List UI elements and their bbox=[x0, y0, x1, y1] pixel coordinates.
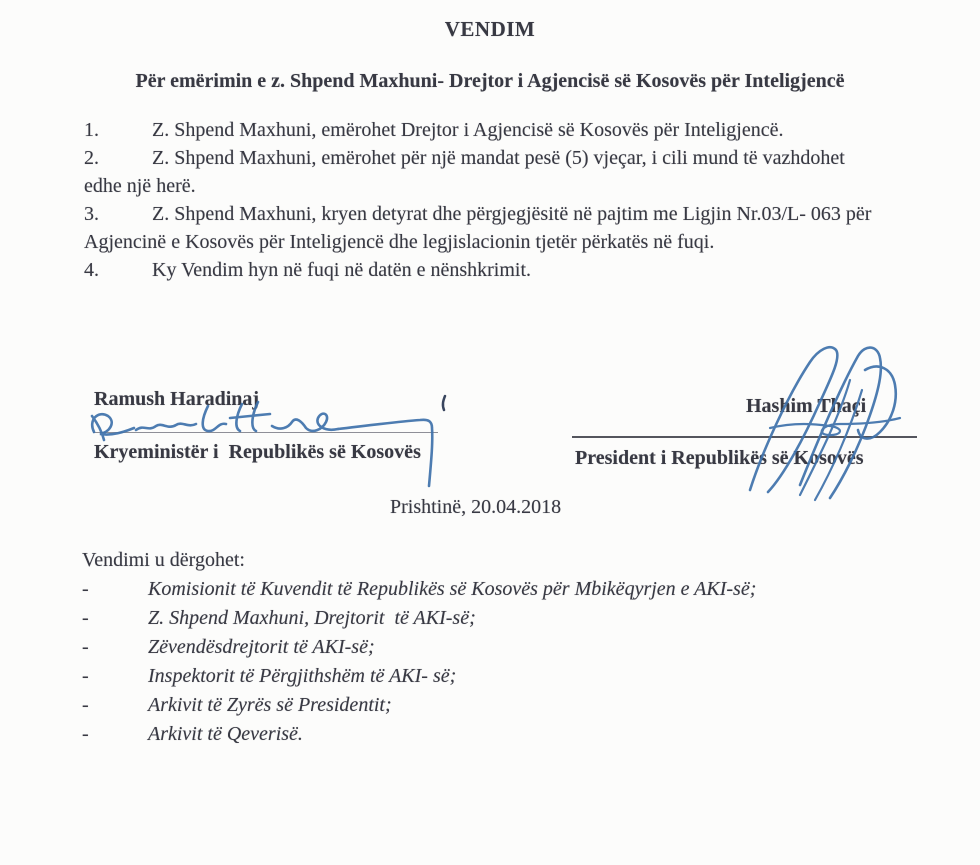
distribution-item-text: Arkivit të Qeverisë. bbox=[148, 723, 303, 745]
signatory-role-left: Kryeministër i Republikës së Kosovës bbox=[94, 441, 421, 463]
distribution-item bbox=[82, 662, 756, 691]
document-subtitle: Për emërimin e z. Shpend Maxhuni- Drejtor i Agjencisë së Kosovës për Inteligjencë bbox=[135, 70, 845, 92]
distribution-item-text: Z. Shpend Maxhuni, Drejtorit të AKI-së; bbox=[148, 607, 476, 629]
decision-item bbox=[84, 144, 924, 200]
distribution-heading: Vendimi u dërgohet: bbox=[82, 549, 245, 571]
distribution-item-text: Zëvendësdrejtorit të AKI-së; bbox=[148, 636, 375, 658]
item-text: Z. Shpend Maxhuni, kryen detyrat dhe përgjegjësitë në pajtim me Ligjin Nr.03/L- 063 për bbox=[152, 203, 872, 225]
item-number: 2. bbox=[84, 147, 99, 169]
item-text: Z. Shpend Maxhuni, emërohet për një mandat pesë (5) vjeçar, i cili mund të vazhdohet bbox=[152, 147, 845, 169]
item-number: 1. bbox=[84, 119, 99, 141]
decision-items bbox=[84, 116, 924, 284]
distribution-item bbox=[82, 633, 756, 662]
stray-pen-mark-icon bbox=[438, 394, 450, 412]
dash-bullet: - bbox=[82, 723, 89, 745]
distribution-item-text: Komisionit të Kuvendit të Republikës së Kosovës për Mbikëqyrjen e AKI-së; bbox=[148, 578, 757, 600]
dash-bullet: - bbox=[82, 665, 89, 687]
document-title: VENDIM bbox=[444, 17, 536, 41]
distribution-item-text: Arkivit të Zyrës së Presidentit; bbox=[148, 694, 392, 716]
signature-line-left bbox=[93, 432, 438, 433]
item-text: Z. Shpend Maxhuni, emërohet Drejtor i Agjencisë së Kosovës për Inteligjencë. bbox=[152, 119, 784, 141]
decision-item bbox=[84, 116, 924, 144]
signature-line-right bbox=[572, 436, 917, 438]
dash-bullet: - bbox=[82, 607, 89, 629]
decision-item bbox=[84, 256, 924, 284]
distribution-item bbox=[82, 604, 756, 633]
decision-item bbox=[84, 200, 924, 256]
item-number: 4. bbox=[84, 259, 99, 281]
signatory-role-right: President i Republikës së Kosovës bbox=[575, 447, 864, 469]
distribution-item-text: Inspektorit të Përgjithshëm të AKI- së; bbox=[148, 665, 457, 687]
distribution-item bbox=[82, 720, 756, 749]
signatory-name-right: Hashim Thaçi bbox=[746, 395, 867, 417]
dash-bullet: - bbox=[82, 694, 89, 716]
item-text-continued: Agjencinë e Kosovës për Inteligjencë dhe legjislacionin tjetër përkatës në fuqi. bbox=[84, 231, 715, 253]
signatory-name-left: Ramush Haradinaj bbox=[94, 388, 260, 410]
item-text-continued: edhe një herë. bbox=[84, 175, 196, 197]
dash-bullet: - bbox=[82, 578, 89, 600]
distribution-list bbox=[82, 546, 756, 749]
thaci-signature-ink-icon bbox=[700, 340, 920, 508]
dash-bullet: - bbox=[82, 636, 89, 658]
distribution-item bbox=[82, 691, 756, 720]
dateline: Prishtinë, 20.04.2018 bbox=[390, 496, 562, 518]
item-number: 3. bbox=[84, 203, 99, 225]
distribution-item bbox=[82, 575, 756, 604]
item-text: Ky Vendim hyn në fuqi në datën e nënshkrimit. bbox=[152, 259, 532, 281]
